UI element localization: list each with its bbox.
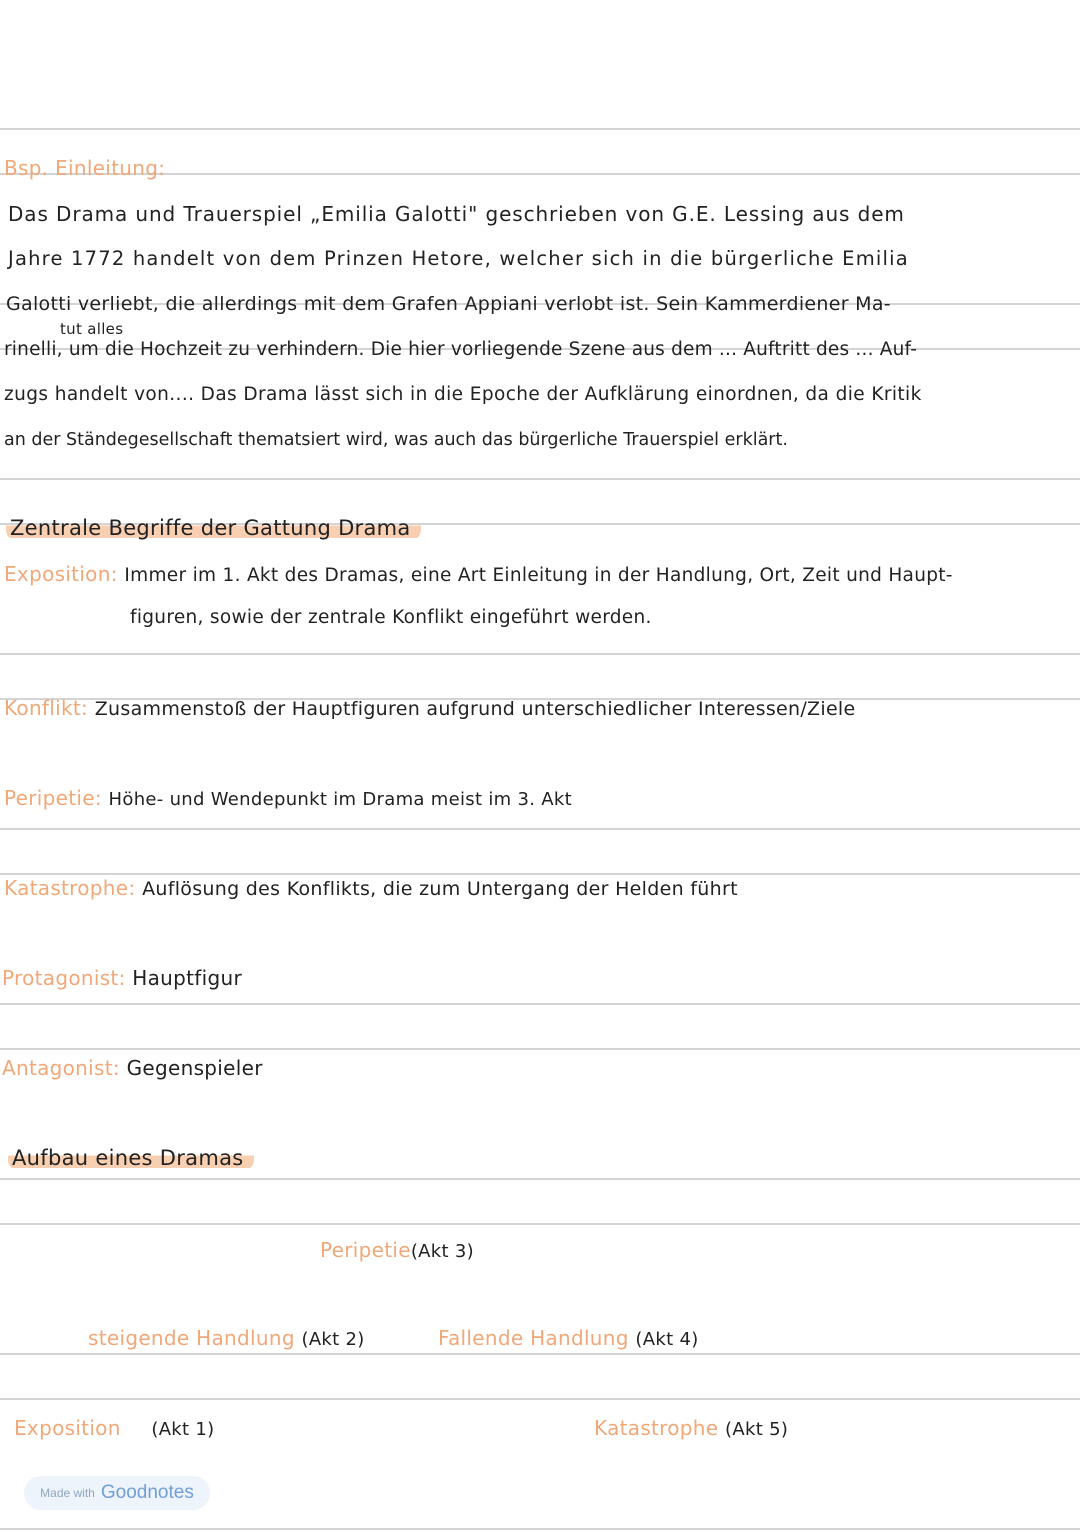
goodnotes-logo: Goodnotes: [100, 1482, 194, 1503]
goodnotes-badge: [24, 1476, 210, 1510]
intro-heading: Bsp. Einleitung:: [4, 156, 166, 180]
structure-fallende-label: Fallende Handlung: [438, 1326, 629, 1350]
structure-peripetie-label: Peripetie: [320, 1238, 411, 1262]
structure-katastrophe: [594, 1416, 788, 1442]
structure-heading-text: Aufbau eines Dramas: [8, 1146, 254, 1170]
intro-line-5: zugs handelt von.... Das Drama lässt sich in die Epoche der Aufklärung einordnen, da die Kritik: [4, 384, 922, 405]
structure-heading: [8, 1146, 254, 1170]
structure-katastrophe-act: (Akt 5): [725, 1419, 789, 1440]
term-exposition-label: Exposition:: [4, 562, 118, 586]
intro-line-4: rinelli, um die Hochzeit zu verhindern. Die hier vorliegende Szene aus dem ... Auftritt des ... Auf-: [4, 339, 918, 360]
term-protagonist: [2, 966, 242, 990]
term-exposition-continuation: figuren, sowie der zentrale Konflikt eingeführt werden.: [130, 607, 652, 628]
structure-steigende: [88, 1326, 365, 1352]
term-konflikt-label: Konflikt:: [4, 696, 89, 720]
term-exposition-definition: Immer im 1. Akt des Dramas, eine Art Einleitung in der Handlung, Ort, Zeit und Haupt-: [124, 565, 953, 586]
intro-line-1: Das Drama und Trauerspiel „Emilia Galotti" geschrieben von G.E. Lessing aus dem: [8, 202, 905, 226]
term-peripetie: [4, 786, 572, 812]
term-peripetie-definition: Höhe- und Wendepunkt im Drama meist im 3. Akt: [108, 789, 572, 810]
term-konflikt-definition: Zusammenstoß der Hauptfiguren aufgrund unterschiedlicher Interessen/Ziele: [94, 698, 856, 720]
structure-fallende: [438, 1326, 699, 1352]
terms-heading-text: Zentrale Begriffe der Gattung Drama: [6, 516, 421, 540]
term-peripetie-label: Peripetie:: [4, 786, 102, 810]
intro-line-3: Galotti verliebt, die allerdings mit dem Grafen Appiani verlobt ist. Sein Kammerdiener Ma-: [6, 293, 891, 315]
term-antagonist-definition: Gegenspieler: [126, 1056, 263, 1080]
intro-line-6: an der Ständegesellschaft thematsiert wird, was auch das bürgerliche Trauerspiel erklärt.: [4, 430, 788, 450]
term-protagonist-definition: Hauptfigur: [132, 966, 242, 990]
term-protagonist-label: Protagonist:: [2, 966, 126, 990]
term-exposition: [4, 562, 953, 588]
structure-steigende-label: steigende Handlung: [88, 1326, 295, 1350]
structure-katastrophe-label: Katastrophe: [594, 1416, 719, 1440]
structure-fallende-act: (Akt 4): [635, 1329, 699, 1350]
structure-exposition: [14, 1416, 215, 1442]
term-antagonist: [2, 1056, 263, 1080]
term-katastrophe: [4, 876, 738, 901]
term-katastrophe-label: Katastrophe:: [4, 876, 136, 900]
structure-peripetie-act: (Akt 3): [410, 1241, 474, 1262]
terms-heading: [6, 516, 421, 540]
term-katastrophe-definition: Auflösung des Konflikts, die zum Untergang der Helden führt: [142, 878, 738, 900]
term-antagonist-label: Antagonist:: [2, 1056, 120, 1080]
intro-insertion: tut alles: [60, 320, 124, 338]
structure-exposition-label: Exposition: [14, 1416, 121, 1440]
structure-steigende-act: (Akt 2): [301, 1329, 365, 1350]
term-konflikt: [4, 696, 856, 721]
structure-peripetie: [320, 1238, 474, 1264]
badge-made-with: Made with: [40, 1486, 95, 1500]
structure-exposition-act: (Akt 1): [151, 1419, 215, 1440]
intro-line-2: Jahre 1772 handelt von dem Prinzen Hetore, welcher sich in die bürgerliche Emilia: [8, 247, 909, 270]
